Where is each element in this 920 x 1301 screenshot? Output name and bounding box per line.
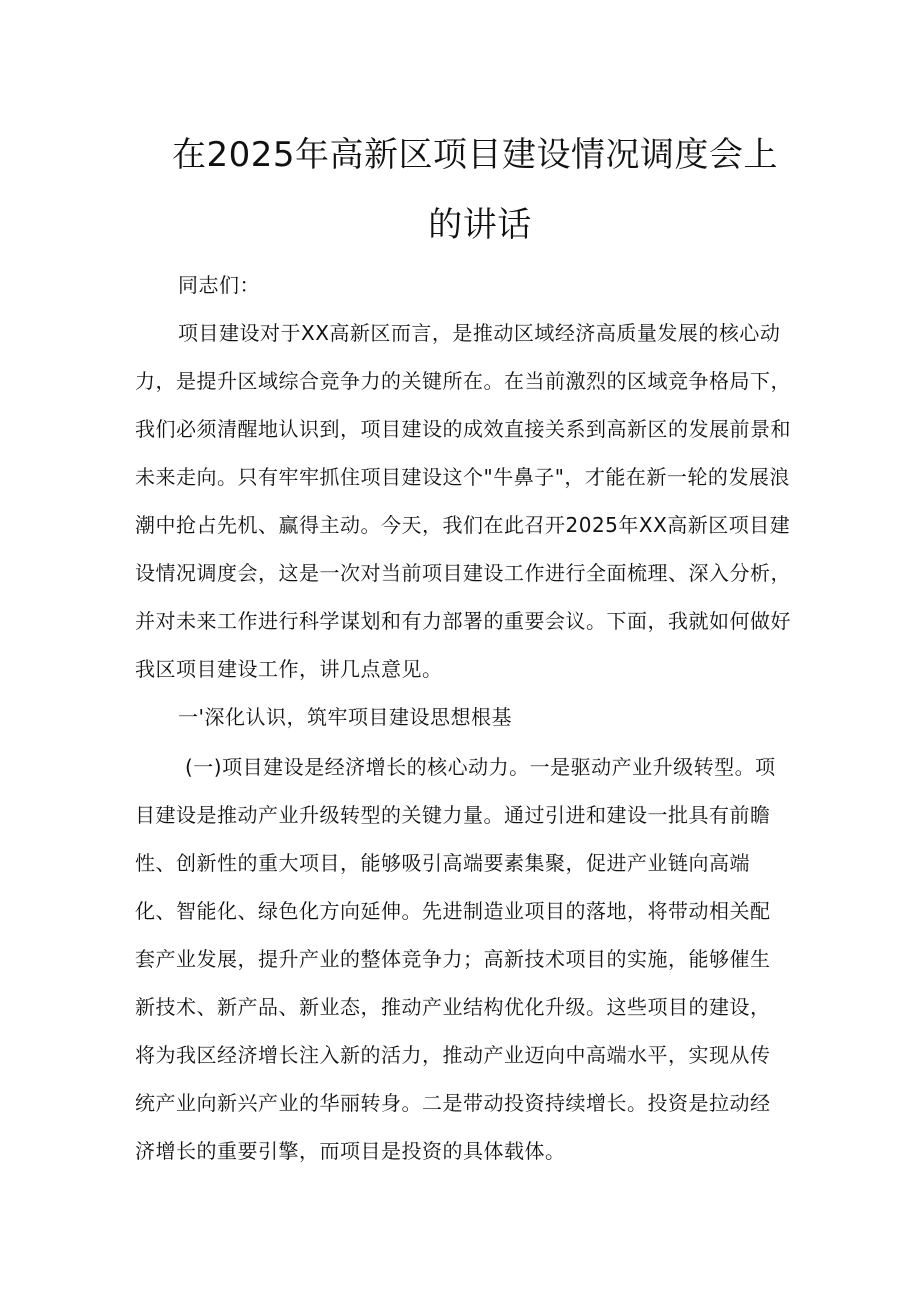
paragraph-line: 并对未来工作进行科学谋划和有力部署的重要会议。下面，我就如何做好 <box>135 609 791 633</box>
paragraph-line: 统产业向新兴产业的华丽转身。二是带动投资持续增长。投资是拉动经 <box>135 1091 771 1115</box>
paragraph-line: 我区项目建设工作，讲几点意见。 <box>135 657 443 681</box>
paragraph-line: (一)项目建设是经济增长的核心动力。一是驱动产业升级转型。项 <box>185 755 776 779</box>
section-heading: 一'深化认识，筑牢项目建设思想根基 <box>178 705 512 729</box>
paragraph-line: 设情况调度会，这是一次对当前项目建设工作进行全面梳理、深入分析， <box>135 561 791 585</box>
paragraph-line: 未来走向。只有牢牢抓住项目建设这个"牛鼻子"，才能在新一轮的发展浪 <box>135 465 790 489</box>
paragraph-line: 项目建设对于XX高新区而言，是推动区域经济高质量发展的核心动 <box>178 321 781 345</box>
document-title-line-1: 在2025年高新区项目建设情况调度会上 <box>171 135 779 175</box>
paragraph-line: 性、创新性的重大项目，能够吸引高端要素集聚，促进产业链向高端 <box>135 851 750 875</box>
paragraph-line: 套产业发展，提升产业的整体竞争力；高新技术项目的实施，能够催生 <box>135 947 771 971</box>
salutation: 同志们： <box>178 273 260 297</box>
paragraph-line: 我们必须清醒地认识到，项目建设的成效直接关系到高新区的发展前景和 <box>135 417 791 441</box>
document-title-line-2: 的讲话 <box>428 205 532 245</box>
paragraph-line: 济增长的重要引擎，而项目是投资的具体载体。 <box>135 1139 566 1163</box>
paragraph-line: 目建设是推动产业升级转型的关键力量。通过引进和建设一批具有前瞻 <box>135 803 771 827</box>
paragraph-line: 新技术、新产品、新业态，推动产业结构优化升级。这些项目的建设， <box>135 995 771 1019</box>
paragraph-line: 将为我区经济增长注入新的活力，推动产业迈向中高端水平，实现从传 <box>135 1043 771 1067</box>
paragraph-line: 潮中抢占先机、赢得主动。今天，我们在此召开2025年XX高新区项目建 <box>135 513 791 537</box>
paragraph-line: 力，是提升区域综合竞争力的关键所在。在当前激烈的区域竞争格局下， <box>135 369 791 393</box>
paragraph-line: 化、智能化、绿色化方向延伸。先进制造业项目的落地，将带动相关配 <box>135 899 771 923</box>
